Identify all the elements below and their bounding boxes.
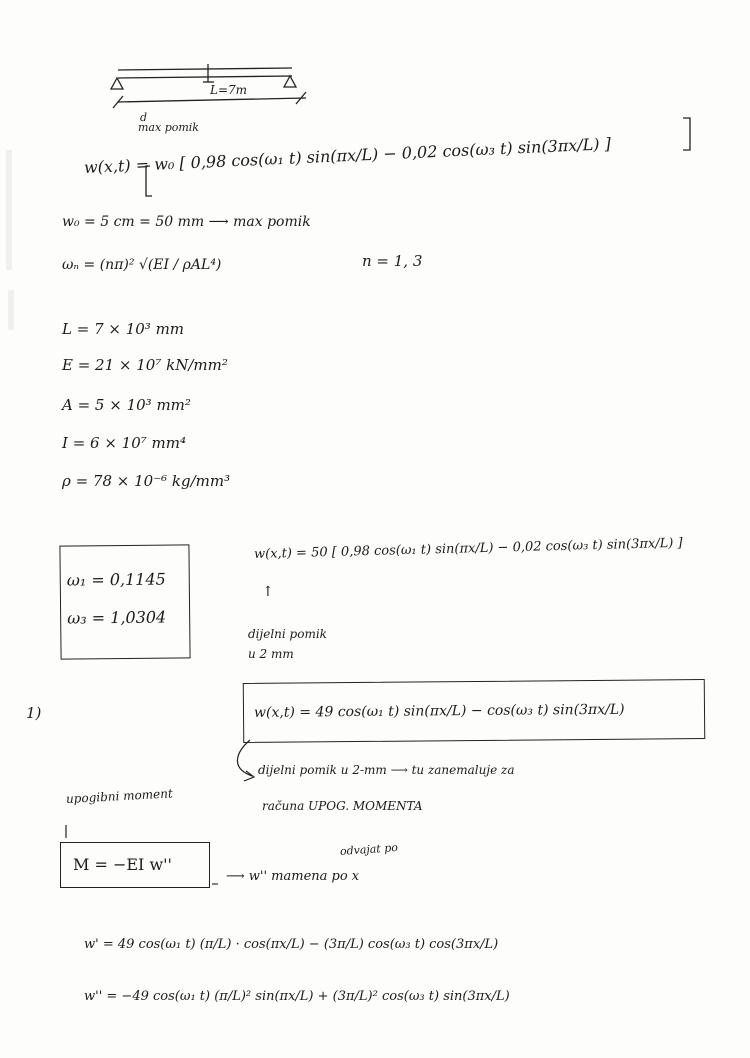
second-derivative-note: ⟶ w'' mamena po x: [226, 869, 360, 884]
param-length: L = 7 × 10³ mm: [62, 320, 185, 338]
beam-sketch: [111, 64, 306, 108]
first-derivative: w' = 49 cos(ω₁ t) (π/L) · cos(πx/L) − (3π/L) cos(ω₃ t) cos(3πx/L): [84, 937, 499, 952]
second-derivative: w'' = −49 cos(ω₁ t) (π/L)² sin(πx/L) + (3π/L)² cos(ω₃ t) sin(3πx/L): [84, 989, 510, 1004]
moment-equation-box: [60, 842, 210, 888]
param-modulus: E = 21 × 10⁷ kN/mm²: [62, 356, 228, 374]
omega-3-value: ω₃ = 1,0304: [67, 607, 167, 628]
partial-deflection-unit: u 2 mm: [248, 647, 294, 661]
bending-moment-note: računa UPOG. MOMENTA: [262, 799, 423, 813]
bending-moment-title: upogibni moment: [65, 786, 174, 806]
param-area: A = 5 × 10³ mm²: [62, 396, 191, 414]
param-density: ρ = 78 × 10⁻⁶ kg/mm³: [62, 472, 231, 490]
note-arrow: [237, 740, 254, 781]
neglect-note: dijelni pomik u 2-mm ⟶ tu zanemaluje za: [258, 763, 515, 777]
beam-length-label: L=7m: [210, 83, 248, 97]
simplified-equation-box: [243, 679, 706, 743]
item-number: 1): [26, 704, 42, 722]
deflection-equation: w(x,t) = w₀ [ 0,98 cos(ω₁ t) sin(πx/L) − 0,02 cos(ω₃ t) sin(3πx/L) ]: [83, 134, 612, 177]
partial-deflection-note: dijelni pomik: [248, 627, 327, 641]
pointer-arrow: ↑: [262, 584, 274, 600]
omega-1-value: ω₁ = 0,1145: [66, 569, 166, 590]
simplified-equation: w(x,t) = 49 cos(ω₁ t) sin(πx/L) − cos(ω₃ t) sin(3πx/L): [253, 701, 625, 721]
omega-results-box: [59, 544, 190, 659]
deflection-equation-numeric: w(x,t) = 50 [ 0,98 cos(ω₁ t) sin(πx/L) − 0,02 cos(ω₃ t) sin(3πx/L) ]: [253, 535, 683, 562]
n-values: n = 1, 3: [362, 252, 423, 270]
omega-formula: ωₙ = (nπ)² √(EI / ρAL⁴): [62, 257, 222, 273]
max-deflection-label: max pomik: [138, 121, 199, 134]
support-label: d: [140, 111, 148, 124]
w0-definition: w₀ = 5 cm = 50 mm ⟶ max pomik: [62, 214, 311, 230]
param-inertia: I = 6 × 10⁷ mm⁴: [62, 434, 187, 452]
moment-equation: M = −EI w'': [73, 855, 172, 874]
differentiate-note: odvajat po: [339, 840, 399, 858]
